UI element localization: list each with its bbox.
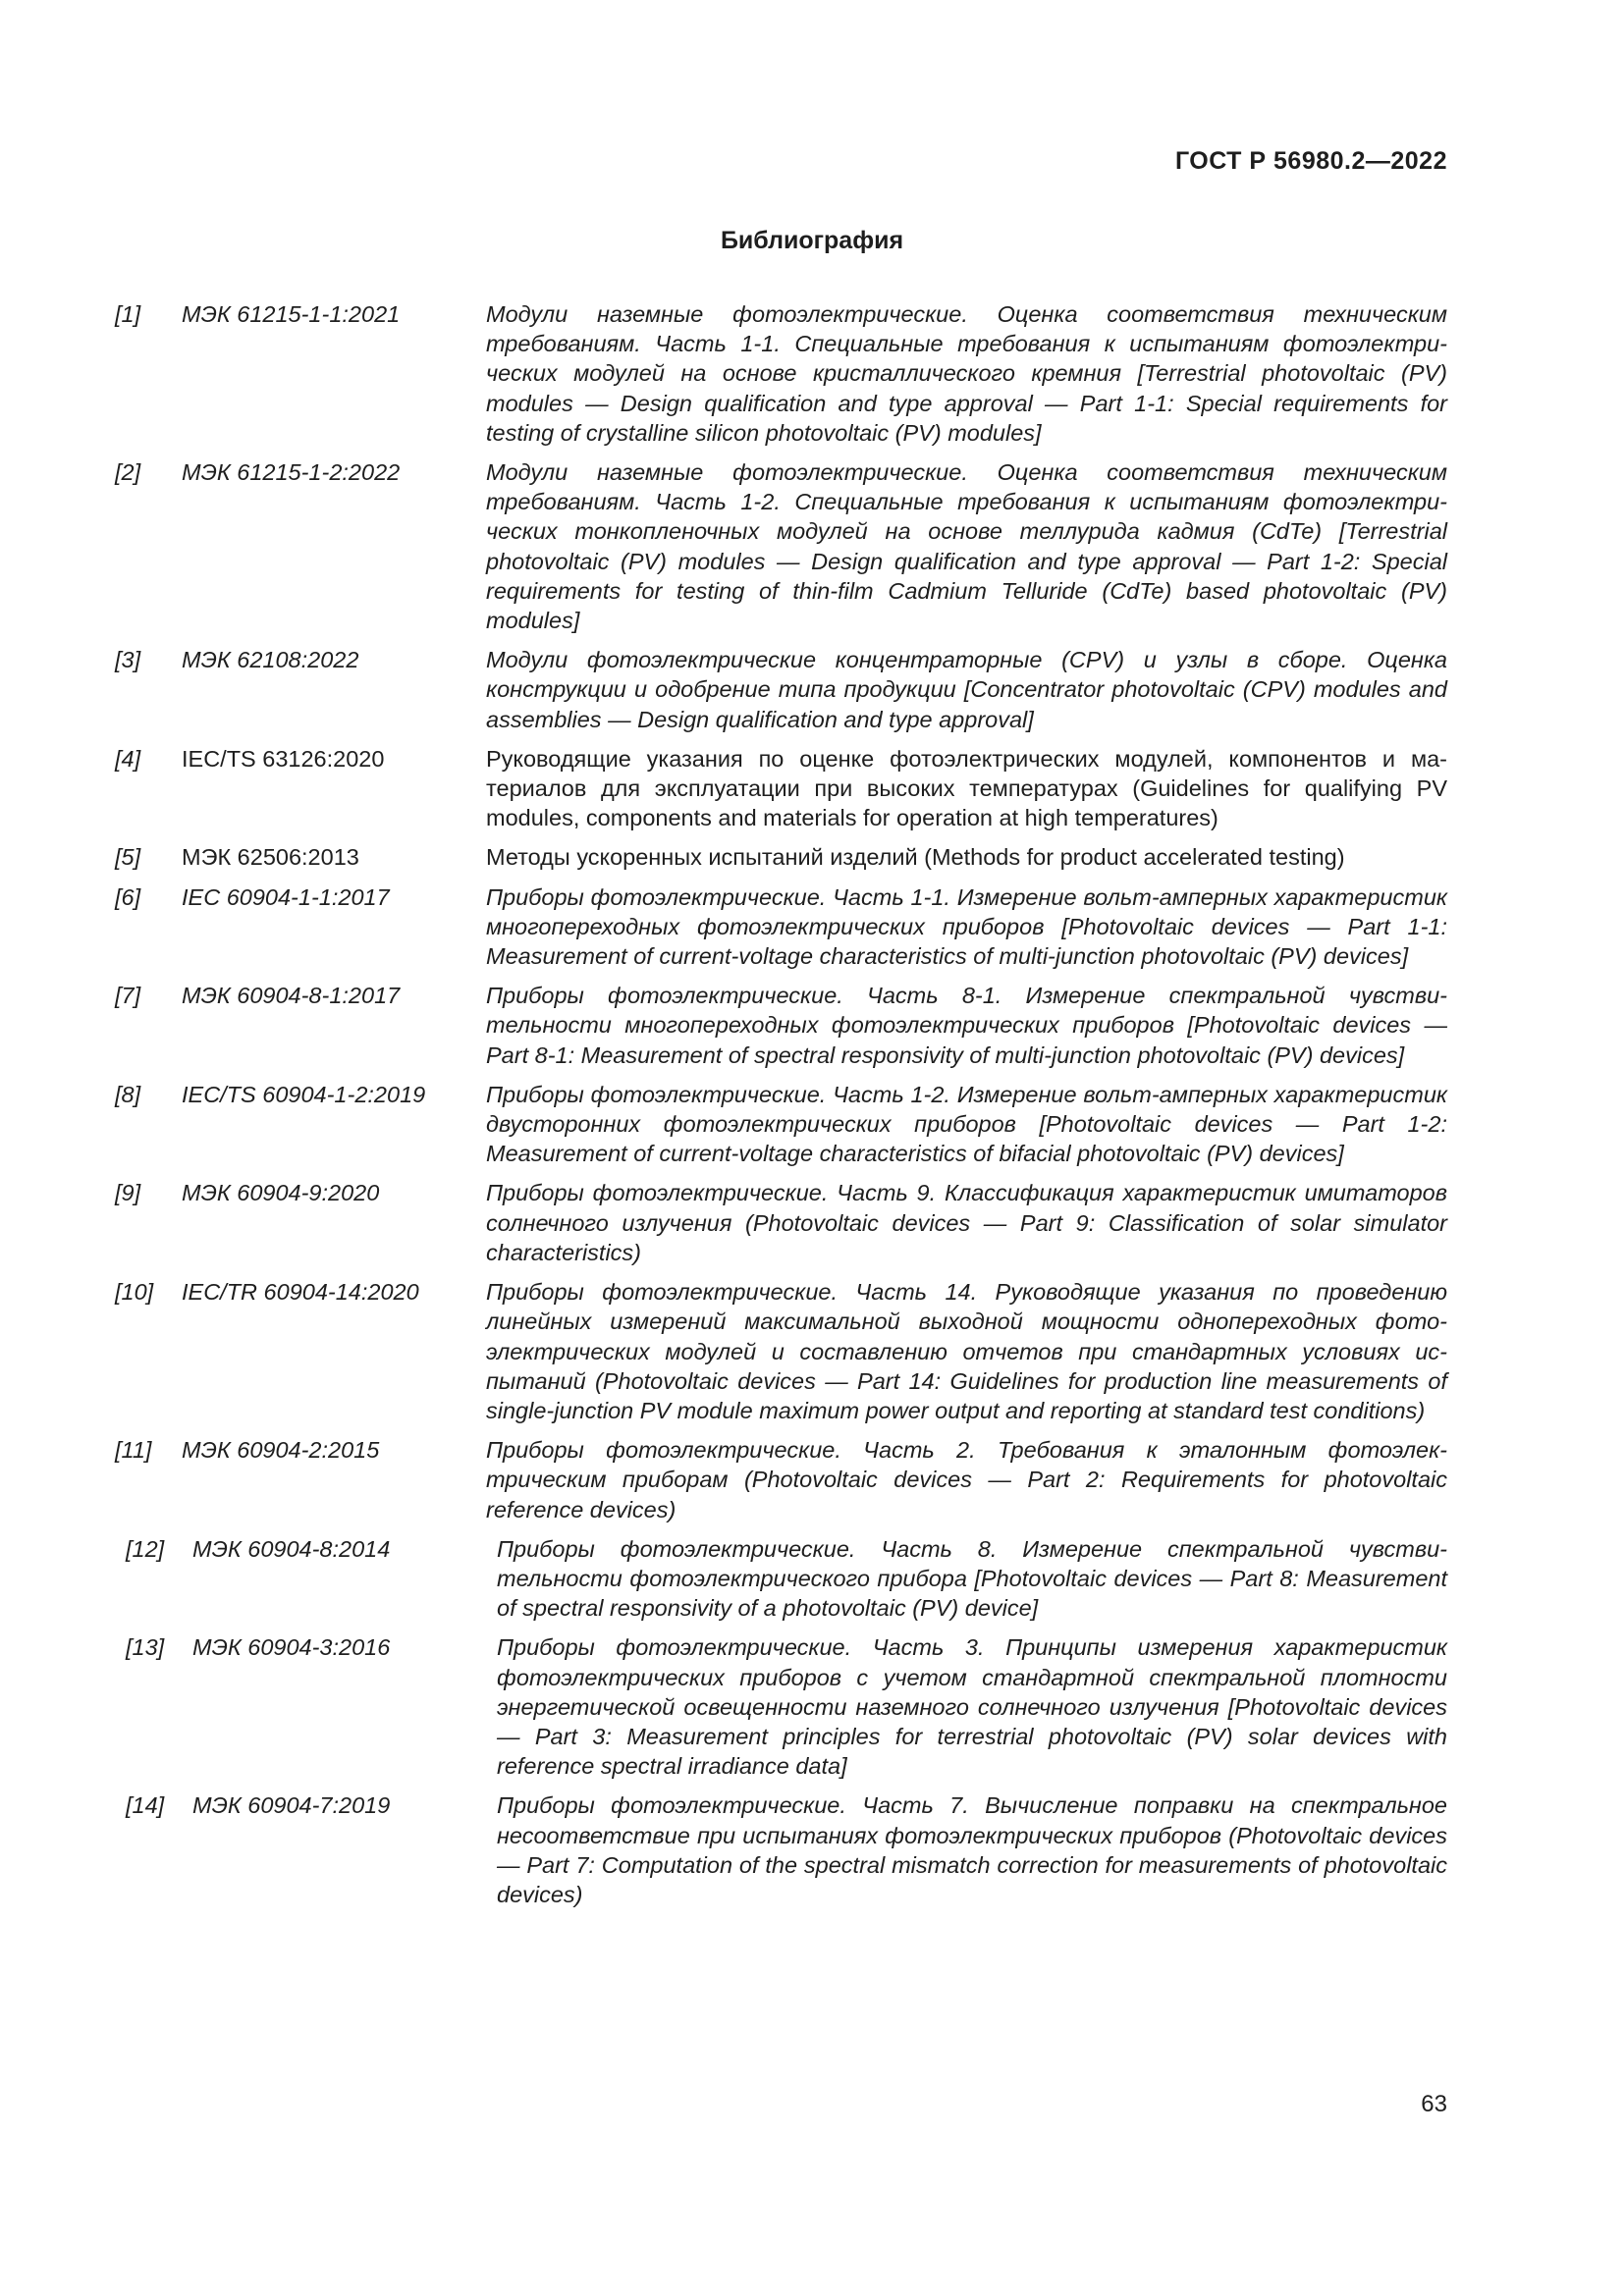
entry-standard-code: IEC/TS 63126:2020	[182, 745, 385, 772]
entry-description: Модули фотоэлектрические концентраторные (CPV) и узлы в сборе. Оценка конструкции и одобрение типа продукции [Concentrator photovoltaic (CPV) modules and assemblies — Design qualification and type approval]	[486, 647, 1447, 732]
entry-standard-code: IEC/TS 60904-1-2:2019	[182, 1081, 426, 1107]
entry-description: Приборы фотоэлектрические. Часть 8. Измерение спектральной чувствительности фотоэлектрического прибора [Photovoltaic devices — Part 8: Measurement of spectral responsivity of a photovoltaic (PV) device]	[497, 1535, 1447, 1622]
bibliography-entry	[126, 1632, 1447, 1781]
bibliography-entry	[126, 1790, 1447, 1909]
entry-number: [10]	[115, 1279, 154, 1306]
entry-standard-code: IEC/TR 60904-14:2020	[182, 1279, 419, 1306]
bibliography-entry	[115, 1277, 1447, 1425]
page-number: 63	[1421, 2091, 1447, 2117]
bibliography-entry	[115, 744, 1447, 833]
bibliography-entry	[115, 1080, 1447, 1169]
entry-standard-code: МЭК 60904-2:2015	[182, 1437, 380, 1464]
entry-standard-code: МЭК 60904-9:2020	[182, 1180, 380, 1206]
entry-number: [11]	[115, 1437, 152, 1464]
bibliography-entry	[115, 981, 1447, 1070]
entry-description: Модули наземные фотоэлектрические. Оценка соответствия техническим требованиям. Часть 1-2. Специальные требования к испытаниям фотоэлектрических тонкопленочных модулей на основе теллурида кадмия (CdTe) [Terrestrial photovoltaic (PV) modules — Design qualification and type approval — Part 1-2: Special requirements for testing of thin-film Cadmium Telluride (CdTe) based photovoltaic (PV) modules]	[486, 459, 1447, 634]
entry-standard-code: МЭК 60904-8:2014	[192, 1535, 391, 1562]
page-title: Библиография	[720, 227, 904, 254]
entry-description: Приборы фотоэлектрические. Часть 2. Требования к эталонным фотоэлектрическим приборам (Photovoltaic devices — Part 2: Requirements for photovoltaic reference devices)	[486, 1437, 1447, 1522]
entry-number: [5]	[115, 844, 141, 871]
entry-number: [7]	[115, 983, 141, 1009]
entry-number: [8]	[115, 1081, 141, 1107]
entry-number: [13]	[126, 1634, 165, 1661]
entry-description: Приборы фотоэлектрические. Часть 1-2. Измерение вольт-амперных характеристик двусторонних фотоэлектрических приборов [Photovoltaic devices — Part 1-2: Measurement of current-voltage characteristics of bifacial photovoltaic (PV) devices]	[486, 1081, 1447, 1167]
entry-standard-code: МЭК 61215-1-1:2021	[182, 301, 401, 327]
document-code: ГОСТ Р 56980.2—2022	[1174, 147, 1447, 175]
entry-number: [4]	[115, 745, 141, 772]
entry-number: [9]	[115, 1180, 141, 1206]
bibliography-entry	[115, 645, 1447, 734]
entry-description: Руководящие указания по оценке фотоэлектрических модулей, компонентов и материалов для эксплуатации при высоких температурах (Guidelines for qualifying PV modules, components and materials for operation at high temperatures)	[486, 745, 1447, 831]
entry-description: Приборы фотоэлектрические. Часть 14. Руководящие указания по проведению линейных измерений максимальной выходной мощности однопереходных фотоэлектрических модулей и составлению отчетов при стандартных условиях испытаний (Photovoltaic devices — Part 14: Guidelines for production line measurements of single-junction PV module maximum power output and reporting at standard test conditions)	[486, 1279, 1447, 1423]
entry-description: Методы ускоренных испытаний изделий (Methods for product accelerated testing)	[486, 844, 1345, 871]
entry-description: Приборы фотоэлектрические. Часть 9. Классификация характеристик имитаторов солнечного излучения (Photovoltaic devices — Part 9: Classification of solar simulator characteristics)	[486, 1180, 1447, 1265]
bibliography-entry	[115, 1178, 1447, 1267]
bibliography-entry	[126, 1534, 1447, 1624]
entry-standard-code: МЭК 60904-8-1:2017	[182, 983, 401, 1009]
entry-number: [1]	[115, 301, 141, 327]
entry-number: [14]	[126, 1792, 165, 1819]
entry-description: Приборы фотоэлектрические. Часть 8-1. Измерение спектральной чувствительности многопереходных фотоэлектрических приборов [Photovoltaic devices — Part 8-1: Measurement of spectral responsivity of multi-junction photovoltaic (PV) devices]	[486, 983, 1447, 1068]
entry-standard-code: МЭК 62506:2013	[182, 844, 359, 871]
entry-number: [6]	[115, 883, 141, 910]
entry-standard-code: МЭК 60904-3:2016	[192, 1634, 391, 1661]
bibliography-list	[115, 299, 1447, 1919]
entry-number: [2]	[115, 459, 141, 486]
bibliography-entry	[115, 1435, 1447, 1524]
bibliography-entry	[115, 457, 1447, 635]
entry-standard-code: IEC 60904-1-1:2017	[182, 883, 390, 910]
bibliography-entry	[115, 842, 1447, 872]
entry-standard-code: МЭК 61215-1-2:2022	[182, 459, 401, 486]
entry-description: Приборы фотоэлектрические. Часть 1-1. Измерение вольт-амперных характеристик многопереходных фотоэлектрических приборов [Photovoltaic devices — Part 1-1: Measurement of current-voltage characteristics of multi-junction photovoltaic (PV) devices]	[486, 883, 1447, 970]
entry-number: [3]	[115, 647, 141, 673]
bibliography-entry	[115, 882, 1447, 972]
entry-number: [12]	[126, 1535, 165, 1562]
entry-description: Модули наземные фотоэлектрические. Оценка соответствия техническим требованиям. Часть 1-1. Специальные требования к испытаниям фотоэлектрических модулей на основе кристаллического кремния [Terrestrial photovoltaic (PV) modules — Design qualification and type approval — Part 1-1: Special requirements for testing of crystalline silicon photovoltaic (PV) modules]	[486, 301, 1447, 446]
entry-standard-code: МЭК 62108:2022	[182, 647, 359, 673]
entry-description: Приборы фотоэлектрические. Часть 3. Принципы измерения характеристик фотоэлектрических приборов с учетом стандартной спектральной плотности энергетической освещенности наземного солнечного излучения [Photovoltaic devices — Part 3: Measurement principles for terrestrial photovoltaic (PV) solar devices with reference spectral irradiance data]	[497, 1634, 1447, 1780]
entry-description: Приборы фотоэлектрические. Часть 7. Вычисление поправки на спектральное несоответствие при испытаниях фотоэлектрических приборов (Photovoltaic devices — Part 7: Computation of the spectral mismatch correction for measurements of photovoltaic devices)	[497, 1792, 1447, 1907]
bibliography-entry	[115, 299, 1447, 448]
entry-standard-code: МЭК 60904-7:2019	[192, 1792, 391, 1819]
